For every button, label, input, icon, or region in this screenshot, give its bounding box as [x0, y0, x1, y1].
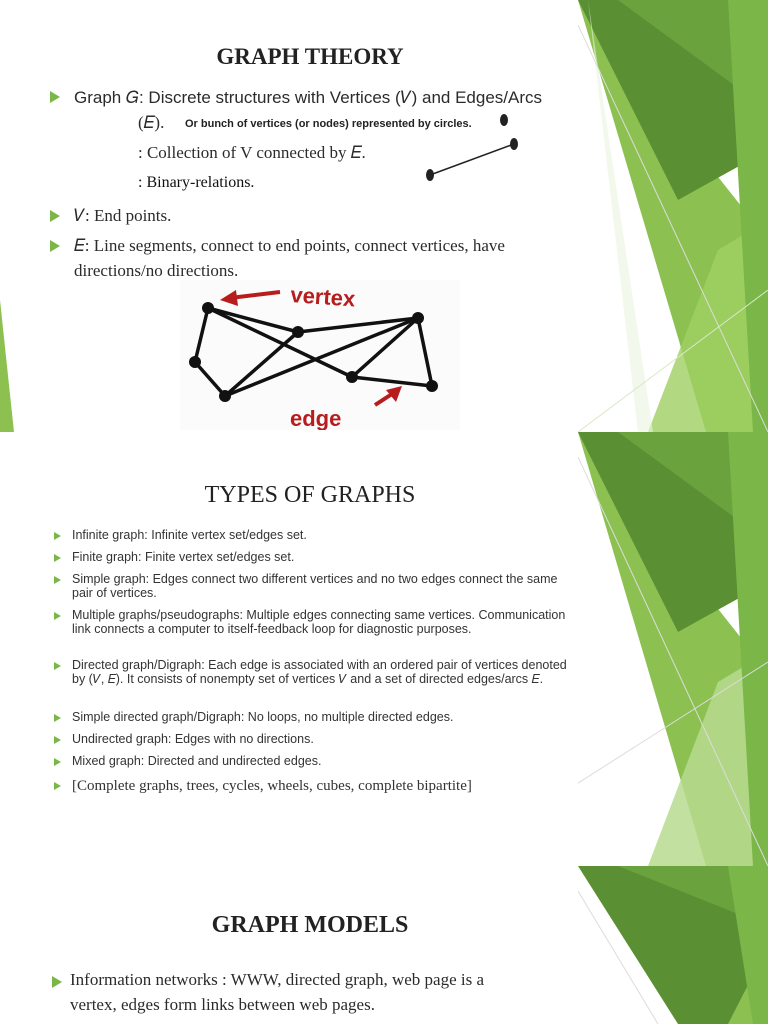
- slide-types-of-graphs: [0, 432, 768, 866]
- vertex-label: vertex: [289, 282, 357, 312]
- slide-title: GRAPH THEORY: [216, 44, 404, 69]
- graph-figure: [180, 280, 460, 430]
- list-item: Mixed graph: Directed and undirected edges.: [72, 754, 322, 768]
- bullet-arrow-icon: [54, 662, 61, 670]
- bullet-arrow-icon: [54, 576, 61, 584]
- bullet-arrow-icon: [50, 240, 60, 252]
- bullet-information-networks: Information networks : WWW, directed graph, web page is a: [70, 970, 485, 989]
- sub-collection: : Collection of V connected by 𝐸.: [138, 143, 366, 162]
- green-triangle-decoration: [578, 866, 768, 1024]
- bullet-information-networks-cont: vertex, edges form links between web pages.: [70, 995, 375, 1014]
- bullet-line-segments-cont: directions/no directions.: [74, 261, 239, 280]
- slide-graph-models: [0, 866, 768, 1024]
- list-item: Undirected graph: Edges with no directions.: [72, 732, 314, 746]
- bullet-arrow-icon: [52, 976, 62, 988]
- bullet-arrow-icon: [54, 782, 61, 790]
- slide-graph-theory: [0, 0, 768, 432]
- sub-binary-relations: : Binary-relations.: [138, 174, 255, 191]
- bullet-graph-definition: Graph 𝐺: Discrete structures with Vertices (𝑉) and Edges/Arcs: [74, 88, 543, 107]
- slide-title: TYPES OF GRAPHS: [204, 482, 416, 508]
- edge-example-diagram: [420, 108, 530, 190]
- bullet-arrow-icon: [54, 532, 61, 540]
- bullet-arrow-icon: [54, 554, 61, 562]
- bullet-arrow-icon: [54, 714, 61, 722]
- bullet-line-segments: 𝐸: Line segments, connect to end points, connect vertices, have: [74, 236, 505, 255]
- node-icon: [500, 114, 508, 126]
- list-item: Infinite graph: Infinite vertex set/edges set.: [72, 528, 307, 542]
- bullet-arrow-icon: [50, 210, 60, 222]
- node-note: Or bunch of vertices (or nodes) represented by circles.: [185, 118, 472, 130]
- list-item: [Complete graphs, trees, cycles, wheels, cubes, complete bipartite]: [72, 778, 472, 794]
- slide-title: GRAPH MODELS: [211, 912, 409, 938]
- bullet-arrow-icon: [50, 91, 60, 103]
- list-item: Directed graph/Digraph: Each edge is associated with an ordered pair of vertices denoted by (𝑉, 𝐸). It consists of nonempty set of vertices 𝑉 and a set of directed edges/arcs 𝐸.: [72, 658, 567, 686]
- left-green-sliver: [0, 300, 14, 432]
- bullet-arrow-icon: [54, 736, 61, 744]
- list-item: Finite graph: Finite vertex set/edges set.: [72, 550, 295, 564]
- bullet-end-points: 𝑉: End points.: [74, 206, 172, 225]
- bullet-arrow-icon: [54, 612, 61, 620]
- list-item: Multiple graphs/pseudographs: Multiple edges connecting same vertices. Communication link connects a computer to itself-feedback loop for diagnostic purposes.: [72, 608, 566, 636]
- bullet-graph-definition-cont: (𝐸).: [138, 113, 165, 132]
- list-item: Simple directed graph/Digraph: No loops, no multiple directed edges.: [72, 710, 454, 724]
- edge-label: edge: [290, 406, 342, 430]
- bullet-arrow-icon: [54, 758, 61, 766]
- list-item: Simple graph: Edges connect two different vertices and no two edges connect the same pair of vertices.: [72, 572, 558, 600]
